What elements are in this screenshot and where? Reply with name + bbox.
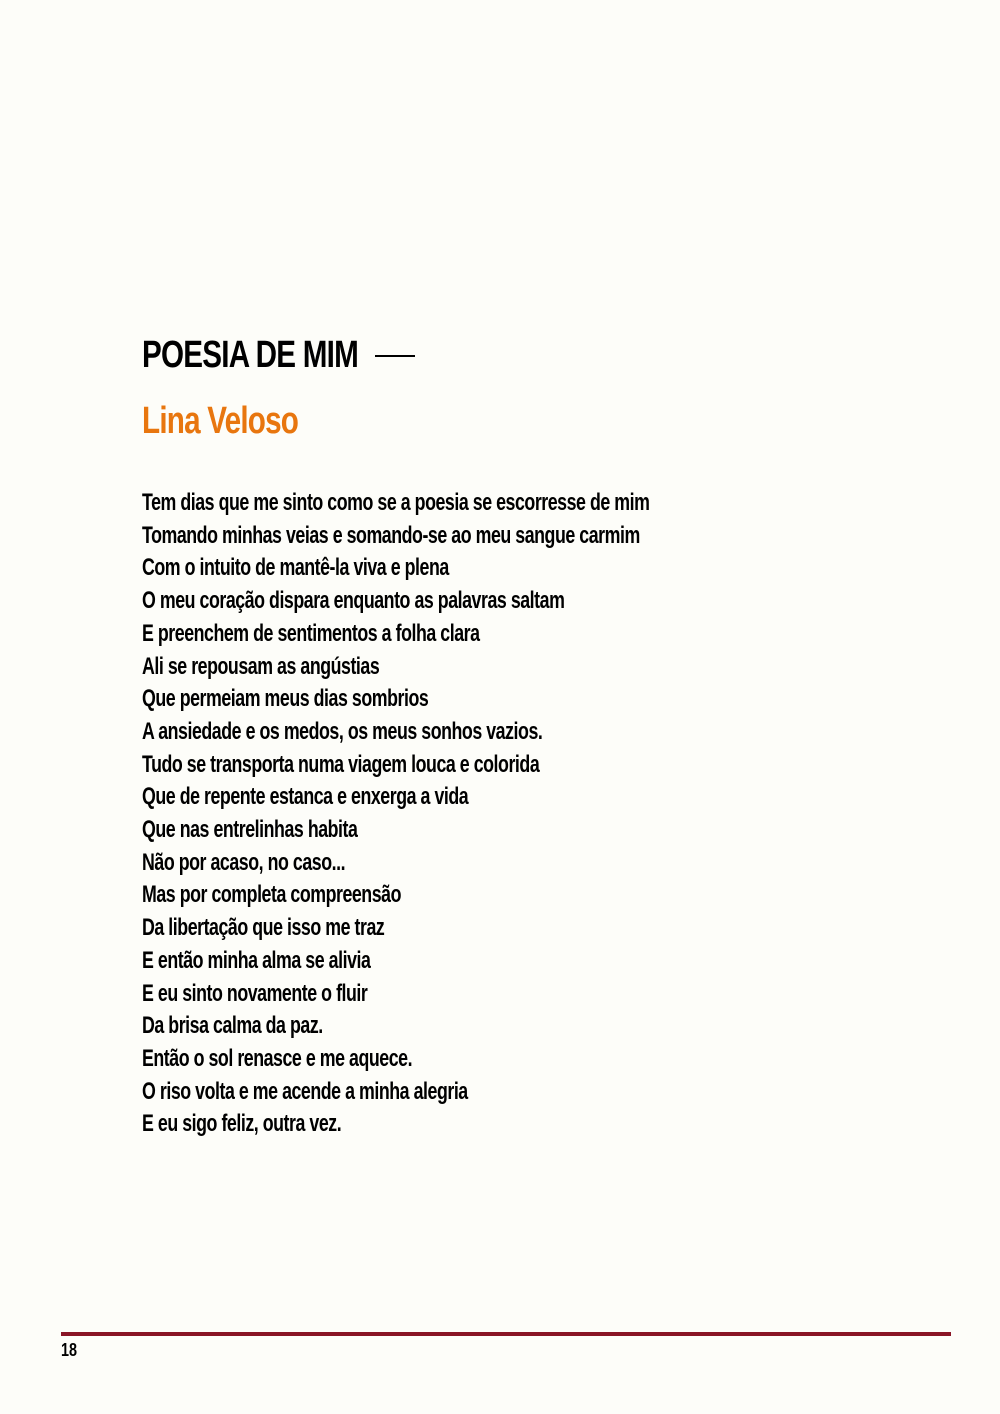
verse-line: Da libertação que isso me traz (142, 914, 385, 942)
verse-line: E preenchem de sentimentos a folha clara (142, 619, 480, 647)
verse-line: E eu sigo feliz, outra vez. (142, 1110, 342, 1138)
verse-line: Que permeiam meus dias sombrios (142, 685, 429, 713)
page-number: 18 (61, 1340, 78, 1360)
title-line (142, 333, 415, 377)
poem-title: POESIA DE MIM (142, 334, 359, 376)
verse-line: Tem dias que me sinto como se a poesia se escorresse de mim (142, 489, 650, 516)
verse-line: E então minha alma se alivia (142, 946, 371, 974)
verse-line: A ansiedade e os medos, os meus sonhos vazios. (142, 717, 543, 745)
verse-line: Mas por completa compreensão (142, 881, 401, 909)
verse-line: O meu coração dispara enquanto as palavras saltam (142, 587, 565, 615)
verse-line: Da brisa calma da paz. (142, 1012, 323, 1040)
poem-body (142, 487, 828, 1141)
verse-line: Não por acaso, no caso... (142, 848, 346, 876)
verse-line: Com o intuito de mantê-la viva e plena (142, 554, 449, 582)
verse-line: Ali se repousam as angústias (142, 652, 380, 680)
verse-line: O riso volta e me acende a minha alegria (142, 1077, 468, 1105)
verse-line: Que de repente estanca e enxerga a vida (142, 783, 469, 811)
verse-line: Tomando minhas veias e somando-se ao meu sangue carmim (142, 521, 640, 549)
title-block (142, 333, 415, 443)
footer-rule (61, 1332, 951, 1336)
title-dash (375, 355, 415, 357)
verse-line: Que nas entrelinhas habita (142, 816, 358, 844)
verse-line: Tudo se transporta numa viagem louca e colorida (142, 750, 540, 778)
poem-author: Lina Veloso (142, 400, 299, 442)
verse-line: Então o sol renasce e me aquece. (142, 1044, 413, 1072)
verse-line: E eu sinto novamente o fluir (142, 979, 368, 1007)
